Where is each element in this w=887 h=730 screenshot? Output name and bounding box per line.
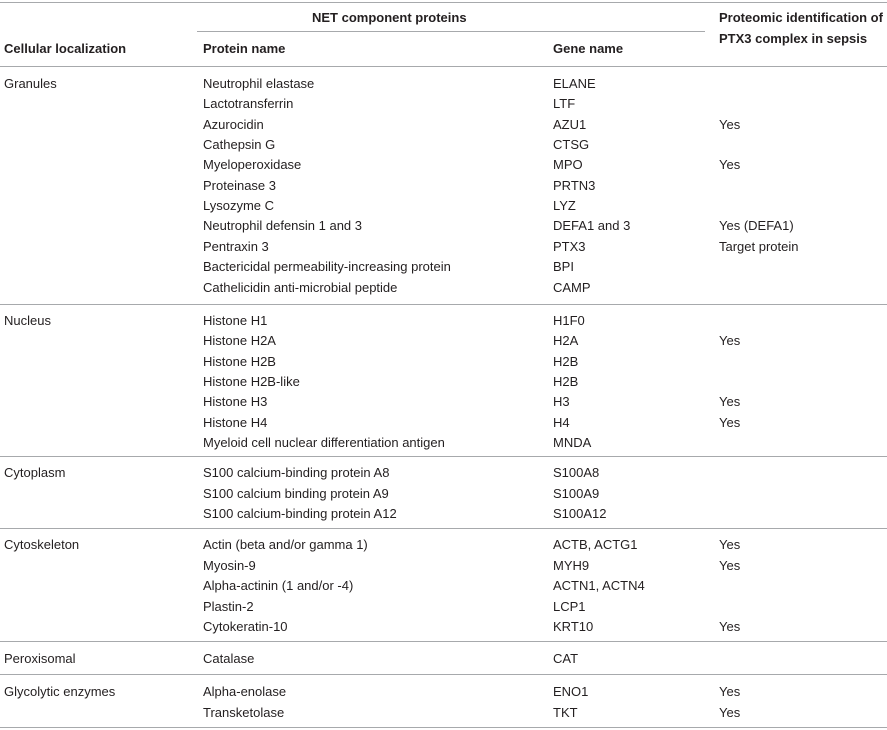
protein-name: Actin (beta and/or gamma 1) [203,537,368,552]
protein-name: Histone H2A [203,333,276,349]
proteomic-identification: Yes [719,619,741,634]
gene-name: CAMP [553,279,591,295]
cellular-localization: Glycolytic enzymes [4,684,116,699]
group-title-rule [197,31,705,32]
protein-name: Histone H1 [203,313,268,328]
proteomic-identification: Yes [719,704,741,720]
gene-name: CTSG [553,137,590,153]
protein-name: Bactericidal permeability-increasing protein [203,259,451,275]
protein-name: Plastin-2 [203,598,254,614]
header-rule [0,66,887,67]
group-divider [0,304,887,305]
group-divider [0,528,887,529]
gene-name: PRTN3 [553,177,596,193]
group-divider [0,674,887,675]
col-localization-header: Cellular localization [4,41,127,56]
protein-name: Lysozyme C [203,198,275,214]
gene-name: DEFA1 and 3 [553,218,631,234]
proteomic-identification: Yes [719,394,741,410]
protein-name: Histone H3 [203,394,268,410]
proteomic-identification: Yes [719,333,741,349]
proteomic-identification: Yes [719,116,741,132]
protein-name: Transketolase [203,704,285,720]
gene-name: MPO [553,157,583,173]
group-title: NET component proteins [312,10,467,25]
proteomic-identification: Yes [719,537,741,552]
protein-name: Neutrophil defensin 1 and 3 [203,218,363,234]
protein-name: Azurocidin [203,116,264,132]
protein-name: Neutrophil elastase [203,76,315,91]
gene-name: LCP1 [553,598,586,614]
gene-name: CAT [553,651,579,666]
gene-name: MYH9 [553,557,590,573]
gene-name: TKT [553,704,578,720]
protein-name: Myosin-9 [203,557,256,573]
protein-name: S100 calcium-binding protein A8 [203,465,390,480]
top-rule [0,2,887,3]
gene-name: S100A9 [553,485,600,501]
protein-name: Proteinase 3 [203,177,276,193]
gene-name: S100A8 [553,465,600,480]
gene-name: ACTB, ACTG1 [553,537,638,552]
protein-name: Pentraxin 3 [203,238,269,254]
gene-name: PTX3 [553,238,586,254]
group-divider [0,641,887,642]
gene-name: MNDA [553,434,592,450]
protein-name: Cathepsin G [203,137,276,153]
proteomic-identification: Yes (DEFA1) [719,218,794,234]
col-gene-header: Gene name [553,41,624,56]
proteomic-identification: Yes [719,684,741,699]
proteomic-identification: Target protein [719,238,799,254]
col-proteomic-header-line2: PTX3 complex in sepsis [719,31,868,46]
gene-name: ACTN1, ACTN4 [553,578,645,593]
protein-name: Myeloperoxidase [203,157,302,173]
protein-name: Histone H2B [203,353,276,369]
protein-name: Histone H4 [203,414,268,430]
protein-name: S100 calcium binding protein A9 [203,485,389,501]
gene-name: H1F0 [553,313,585,328]
protein-name: S100 calcium-binding protein A12 [203,506,397,521]
gene-name: LYZ [553,198,576,214]
protein-name: Catalase [203,651,255,666]
proteomic-identification: Yes [719,557,741,573]
protein-name: Cytokeratin-10 [203,619,288,634]
gene-name: LTF [553,96,576,112]
gene-name: AZU1 [553,116,587,132]
protein-name: Histone H2B-like [203,373,300,389]
protein-name: Cathelicidin anti-microbial peptide [203,279,398,295]
cellular-localization: Cytoskeleton [4,537,80,552]
group-divider [0,456,887,457]
cellular-localization: Cytoplasm [4,465,66,480]
protein-name: Myeloid cell nuclear differentiation antigen [203,434,445,450]
cellular-localization: Granules [4,76,57,91]
gene-name: H3 [553,394,570,410]
col-protein-header: Protein name [203,41,286,56]
col-proteomic-header-line1: Proteomic identification of [719,10,883,25]
group-divider [0,727,887,728]
protein-name: Lactotransferrin [203,96,294,112]
gene-name: BPI [553,259,574,275]
gene-name: KRT10 [553,619,594,634]
cellular-localization: Peroxisomal [4,651,76,666]
protein-name: Alpha-actinin (1 and/or -4) [203,578,354,593]
proteomic-identification: Yes [719,157,741,173]
gene-name: H4 [553,414,570,430]
proteomic-identification: Yes [719,414,741,430]
gene-name: S100A12 [553,506,607,521]
protein-name: Alpha-enolase [203,684,287,699]
gene-name: H2A [553,333,579,349]
gene-name: H2B [553,373,579,389]
gene-name: H2B [553,353,579,369]
gene-name: ELANE [553,76,596,91]
gene-name: ENO1 [553,684,589,699]
cellular-localization: Nucleus [4,313,51,328]
